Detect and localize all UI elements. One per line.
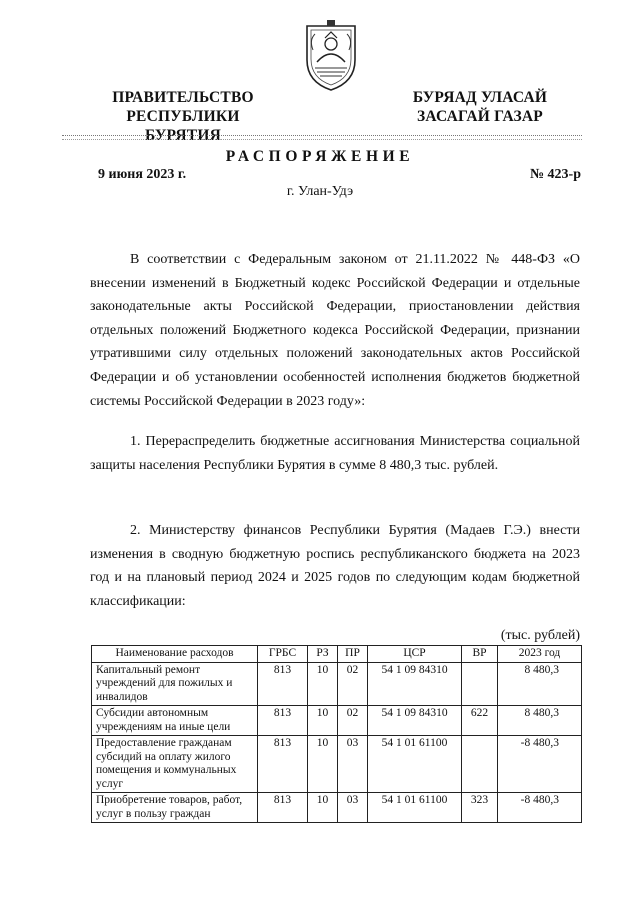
budget-table — [91, 645, 582, 823]
cell-name: Субсидии автономным учреждениям на иные цели — [92, 706, 258, 736]
cell-pr: 03 — [338, 793, 368, 823]
coat-of-arms-icon — [303, 20, 359, 92]
cell-rz: 10 — [308, 736, 338, 793]
table-unit-label: (тыс. рублей) — [500, 628, 580, 643]
cell-csr: 54 1 09 84310 — [368, 706, 462, 736]
cell-csr: 54 1 01 61100 — [368, 736, 462, 793]
document-date: 9 июня 2023 г. — [98, 167, 187, 182]
cell-vr: 323 — [462, 793, 498, 823]
cell-name: Капитальный ремонт учреждений для пожилых и инвалидов — [92, 662, 258, 706]
cell-grbs: 813 — [258, 736, 308, 793]
header-right-line2: ЗАСАГАЙ ГАЗАР — [417, 108, 543, 125]
cell-amount: -8 480,3 — [498, 793, 582, 823]
cell-amount: 8 480,3 — [498, 662, 582, 706]
col-header-pr: ПР — [338, 646, 368, 663]
table-row — [92, 662, 582, 706]
cell-vr — [462, 662, 498, 706]
cell-name: Приобретение товаров, работ, услуг в пользу граждан — [92, 793, 258, 823]
table-row — [92, 706, 582, 736]
col-header-grbs: ГРБС — [258, 646, 308, 663]
item-2-paragraph: 2. Министерству финансов Республики Бурятия (Мадаев Г.Э.) внести изменения в сводную бюджетную роспись республиканского бюджета на 2023 год и на плановый период 2024 и 2025 годов по следующим кодам бюджетной классификации: — [90, 523, 580, 609]
cell-pr: 02 — [338, 706, 368, 736]
cell-grbs: 813 — [258, 662, 308, 706]
cell-vr: 622 — [462, 706, 498, 736]
col-header-vr: ВР — [462, 646, 498, 663]
header-separator-2 — [62, 139, 582, 140]
government-name-russian — [88, 88, 278, 145]
table-row — [92, 793, 582, 823]
cell-amount: 8 480,3 — [498, 706, 582, 736]
col-header-rz: РЗ — [308, 646, 338, 663]
cell-vr — [462, 736, 498, 793]
document-number: № 423-р — [529, 167, 581, 182]
header-left-line2: РЕСПУБЛИКИ БУРЯТИЯ — [126, 108, 240, 144]
cell-csr: 54 1 09 84310 — [368, 662, 462, 706]
cell-grbs: 813 — [258, 793, 308, 823]
document-city: г. Улан-Удэ — [286, 184, 354, 199]
government-name-buryat — [400, 88, 560, 126]
col-header-name: Наименование расходов — [92, 646, 258, 663]
cell-rz: 10 — [308, 793, 338, 823]
cell-rz: 10 — [308, 662, 338, 706]
header-left-line1: ПРАВИТЕЛЬСТВО — [112, 89, 254, 106]
col-header-csr: ЦСР — [368, 646, 462, 663]
document-title: РАСПОРЯЖЕНИЕ — [225, 148, 415, 165]
cell-pr: 02 — [338, 662, 368, 706]
item-1-paragraph: 1. Перераспределить бюджетные ассигнования Министерства социальной защиты населения Республики Бурятия в сумме 8 480,3 тыс. рублей. — [90, 434, 580, 473]
col-header-year: 2023 год — [498, 646, 582, 663]
cell-amount: -8 480,3 — [498, 736, 582, 793]
cell-pr: 03 — [338, 736, 368, 793]
table-row — [92, 736, 582, 793]
cell-grbs: 813 — [258, 706, 308, 736]
cell-csr: 54 1 01 61100 — [368, 793, 462, 823]
table-header-row — [92, 646, 582, 663]
header-right-line1: БУРЯАД УЛАСАЙ — [412, 89, 548, 106]
cell-name: Предоставление гражданам субсидий на оплату жилого помещения и коммунальных услуг — [92, 736, 258, 793]
cell-rz: 10 — [308, 706, 338, 736]
preamble-paragraph: В соответствии с Федеральным законом от 21.11.2022 № 448-ФЗ «О внесении изменений в Бюджетный кодекс Российской Федерации и отдельные законодательные акты Российской Федерации, приостановлении действия отдельных положений Бюджетного кодекса Российской Федерации, признании утратившими силу отдельных положений законодательных актов Российской Федерации и об установлении особенностей исполнения бюджетов бюджетной системы Российской Федерации в 2023 году»: — [90, 252, 580, 409]
header-separator — [62, 135, 582, 136]
